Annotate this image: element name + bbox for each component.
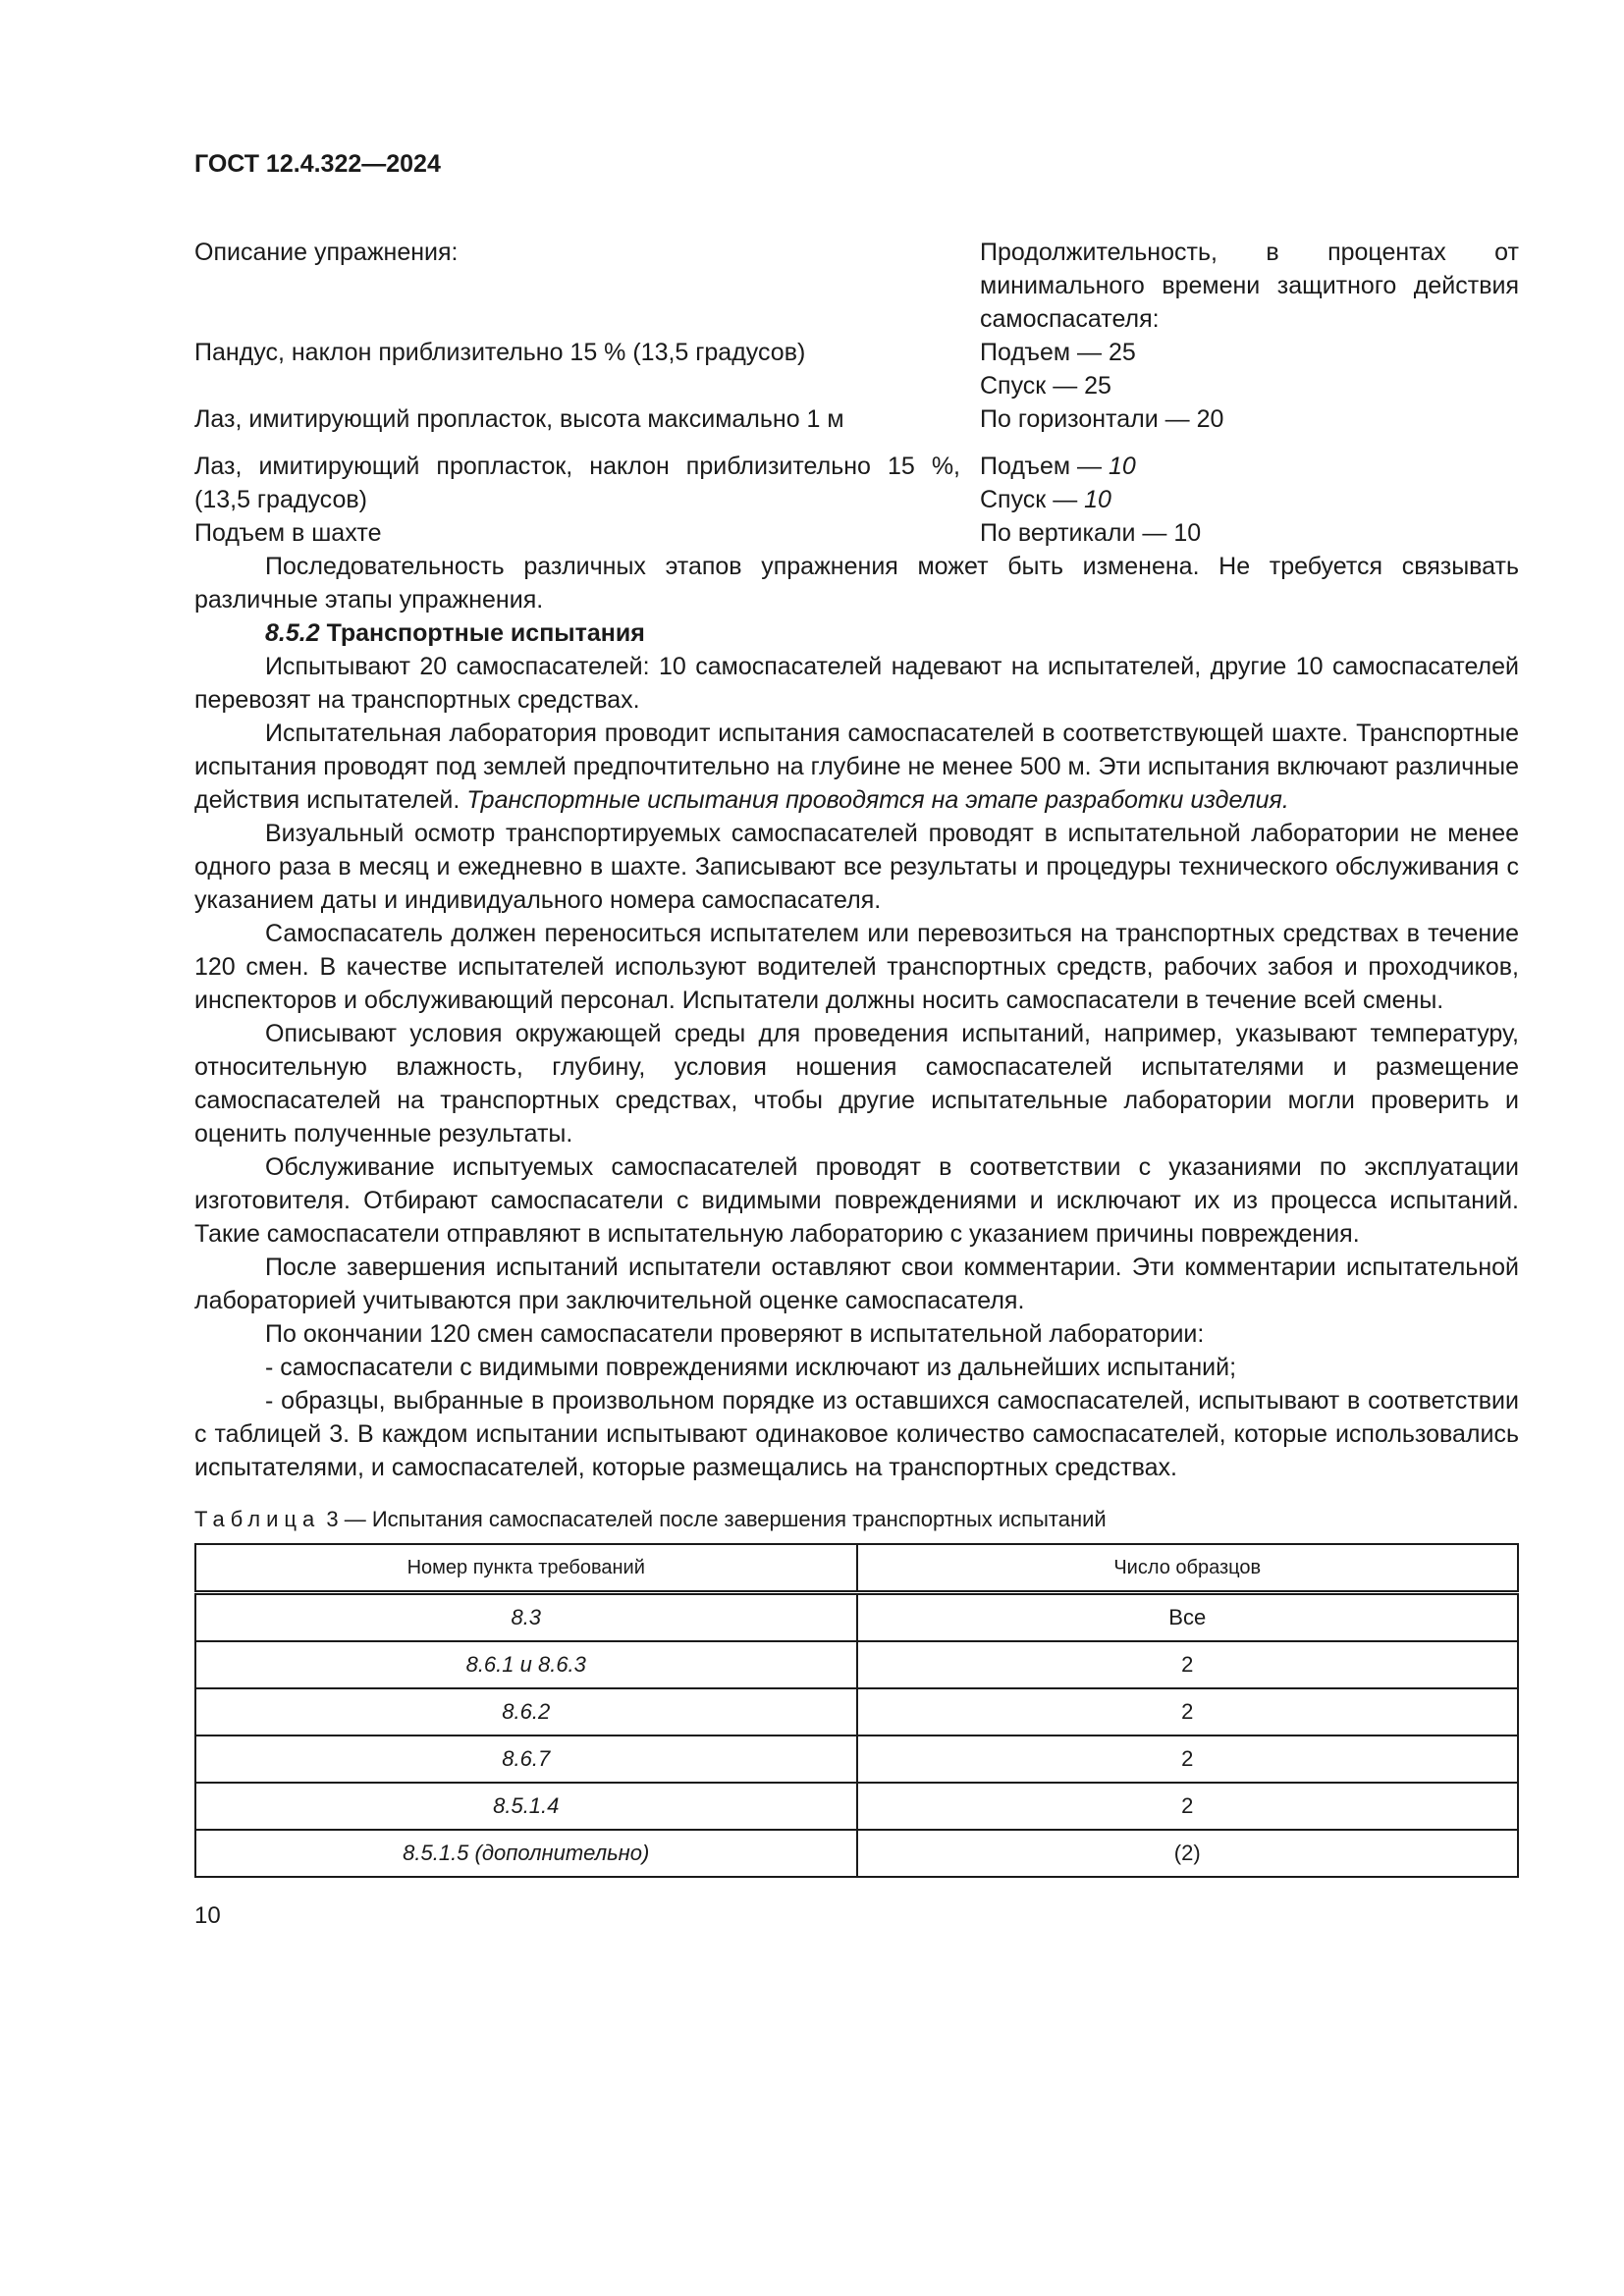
paragraph: После завершения испытаний испытатели оставляют свои комментарии. Эти комментарии испытательной лабораторией учитываются при заключительной оценке самоспасателя. (194, 1254, 1519, 1314)
duration-down: Спуск — 25 (980, 372, 1111, 400)
section-number: 8.5.2 (265, 619, 320, 647)
exercise-desc: Лаз, имитирующий пропласток, высота максимально 1 м (194, 405, 844, 433)
table-cell: 8.6.2 (195, 1688, 857, 1735)
paragraph (194, 717, 1519, 817)
section-heading (194, 616, 1519, 650)
duration-value: 10 (1084, 486, 1111, 513)
document-header: ГОСТ 12.4.322—2024 (194, 150, 441, 178)
exercise-row (194, 516, 1519, 550)
exercise-duration-title: Продолжительность, в процентах от минимального времени защитного действия самоспасателя: (980, 239, 1519, 333)
table-cell: 2 (857, 1735, 1519, 1783)
section-title: Транспортные испытания (326, 619, 645, 647)
table-row (195, 1688, 1518, 1735)
paragraph: Описывают условия окружающей среды для проведения испытаний, например, указывают температуру, относительную влажность, глубину, условия ношения самоспасателей испытателями и размещение самоспасателей на транспортных средствах, чтобы другие испытательные лаборатории могли проверить и оценить полученные результаты. (194, 1020, 1519, 1148)
table-row (195, 1641, 1518, 1688)
exercise-desc-title: Описание упражнения: (194, 239, 459, 266)
column-header: Число образцов (857, 1544, 1519, 1593)
paragraph-text: Испытательная лаборатория проводит испытания самоспасателей в соответствующей шахте. Транспортные испытания проводят под землей предпочтительно на глубине не менее 500 м. Эти испытания включают различные действия испытателей. (194, 720, 1519, 814)
table-cell: 2 (857, 1783, 1519, 1830)
paragraph: Испытывают 20 самоспасателей: 10 самоспасателей надевают на испытателей, другие 10 самоспасателей перевозят на транспортных средствах. (194, 653, 1519, 714)
paragraph: По окончании 120 смен самоспасатели проверяют в испытательной лаборатории: (265, 1320, 1205, 1348)
duration-label: Подъем — (980, 453, 1109, 480)
duration-vertical: По вертикали — 10 (980, 519, 1202, 547)
paragraph: Последовательность различных этапов упражнения может быть изменена. Не требуется связывать различные этапы упражнения. (194, 553, 1519, 614)
table-row (195, 1593, 1518, 1642)
exercise-list (194, 236, 1519, 550)
table-cell: 8.6.7 (195, 1735, 857, 1783)
table-row (195, 1830, 1518, 1877)
exercise-duration (980, 450, 1519, 516)
exercise-row (194, 336, 1519, 402)
table-cell: Все (857, 1593, 1519, 1642)
document-page (194, 149, 1519, 1931)
exercise-duration (980, 336, 1519, 402)
exercise-row (194, 450, 1519, 516)
table-cell: 8.5.1.5 (дополнительно) (195, 1830, 857, 1877)
duration-label: Спуск — (980, 486, 1085, 513)
exercise-desc: Подъем в шахте (194, 519, 382, 547)
exercise-header-row (194, 236, 1519, 336)
table-cell: 8.6.1 и 8.6.3 (195, 1641, 857, 1688)
exercise-desc: Пандус, наклон приблизительно 15 % (13,5 градусов) (194, 339, 806, 366)
list-item: - образцы, выбранные в произвольном порядке из оставшихся самоспасателей, испытывают в соответствии с таблицей 3. В каждом испытании испытывают одинаковое количество самоспасателей, которые использовались испытателями, и самоспасателей, которые размещались на транспортных средствах. (194, 1387, 1519, 1481)
table-cell: (2) (857, 1830, 1519, 1877)
table-caption-text: 3 — Испытания самоспасателей после завершения транспортных испытаний (320, 1507, 1107, 1531)
exercise-desc: Лаз, имитирующий пропласток, наклон приблизительно 15 %, (13,5 градусов) (194, 453, 960, 513)
paragraph: Самоспасатель должен переноситься испытателем или перевозиться на транспортных средствах в течение 120 смен. В качестве испытателей используют водителей транспортных средств, рабочих забоя и проходчиков, инспекторов и обслуживающий персонал. Испытатели должны носить самоспасатели в течение всей смены. (194, 920, 1519, 1014)
duration-up (980, 450, 1519, 483)
column-header: Номер пункта требований (195, 1544, 857, 1593)
duration-horizontal: По горизонтали — 20 (980, 405, 1224, 433)
page-number: 10 (194, 1902, 221, 1929)
samples-table (194, 1543, 1519, 1878)
table-cell: 8.5.1.4 (195, 1783, 857, 1830)
duration-down (980, 483, 1519, 516)
table-cell: 8.3 (195, 1593, 857, 1642)
table-caption (194, 1506, 1519, 1533)
body-text (194, 550, 1519, 1484)
duration-value: 10 (1108, 453, 1136, 480)
paragraph-italic-text: Транспортные испытания проводятся на этапе разработки изделия. (466, 786, 1289, 814)
table-cell: 2 (857, 1641, 1519, 1688)
table-row (195, 1735, 1518, 1783)
list-item: - самоспасатели с видимыми повреждениями исключают из дальнейших испытаний; (265, 1354, 1237, 1381)
table-caption-label: Таблица (194, 1507, 321, 1531)
exercise-row (194, 402, 1519, 436)
paragraph: Обслуживание испытуемых самоспасателей проводят в соответствии с указаниями по эксплуатации изготовителя. Отбирают самоспасатели с видимыми повреждениями и исключают их из процесса испытаний. Такие самоспасатели отправляют в испытательную лабораторию с указанием причины повреждения. (194, 1153, 1519, 1248)
paragraph: Визуальный осмотр транспортируемых самоспасателей проводят в испытательной лаборатории не менее одного раза в месяц и ежедневно в шахте. Записывают все результаты и процедуры технического обслуживания с указанием даты и индивидуального номера самоспасателя. (194, 820, 1519, 914)
table-row (195, 1783, 1518, 1830)
duration-up: Подъем — 25 (980, 339, 1136, 366)
table-cell: 2 (857, 1688, 1519, 1735)
table-header-row (195, 1544, 1518, 1593)
